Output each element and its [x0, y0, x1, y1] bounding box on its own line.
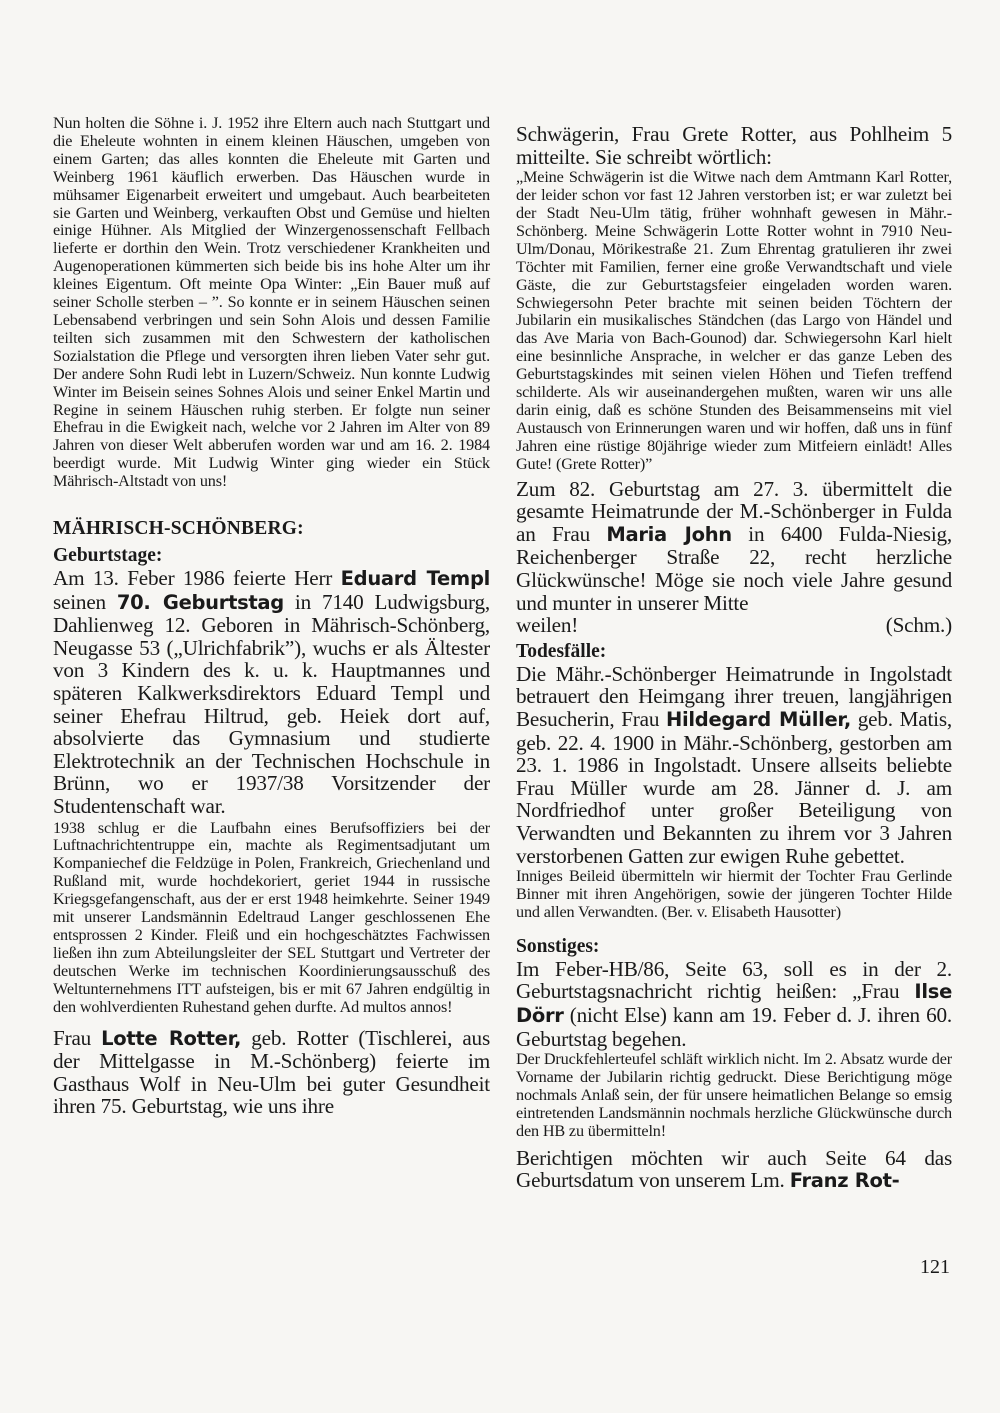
text: geb. Rotter (Tischlerei, aus der Mittelgasse in M.-Schönberg) feierte im Gasthaus Wolf in Neu-Ulm bei guter Gesundheit ihren 75. Geburtstag, wie uns ihre	[53, 1025, 490, 1119]
person-name: Franz Rot-	[789, 1169, 900, 1193]
person-name: Ilse Dörr	[516, 980, 952, 1027]
text: Die Mähr.-Schönberger Heimatrunde in Ingolstadt betrauert den Heimgang ihrer treuen, langjährigen Besucherin, Frau	[516, 661, 952, 731]
text: weilen!	[516, 613, 579, 638]
paragraph-correction-note: Der Druckfehlerteufel schläft wirklich nicht. Im 2. Absatz wurde der Vorname der Jubilarin richtig gedruckt. Diese Berichtigung möge nochmals Anlaß sein, der für unsere heimatlichen Belange so emsig eintretenden Landsmännin nochmals herzliche Glückwünsche durch den HB zu übermitteln!	[516, 1050, 952, 1140]
text: geb. Matis, geb. 22. 4. 1900 in Mähr.-Schönberg, gestorben am 23. 1. 1986 in Ingolstadt. Unsere allseits beliebte Frau Müller wurde am 28. Jänner d. J. am Nordfriedhof unter großer Beteiligung von Verwandten und Bekannten zu ihrem vor 3 Jahren verstorbenen Gatten zur ewigen Ruhe gebettet.	[516, 706, 953, 868]
paragraph-franz-rotter	[516, 1147, 952, 1193]
left-column	[53, 115, 490, 1118]
birthday-label: 70. Geburtstag	[116, 590, 284, 614]
paragraph-maria-john-end	[516, 614, 952, 637]
text: Im Feber-HB/86, Seite 63, soll es in der 2. Geburtstagsnachricht richtig heißen: „Frau	[516, 956, 952, 1004]
paragraph-winter-obituary: Nun holten die Söhne i. J. 1952 ihre Eltern auch nach Stuttgart und die Eheleute wohnten in einem kleinen Häuschen, umgeben von einem Garten; das alles konnten die Eheleute mit Garten und Weinberg 1961 käuflich erwerben. Das Häuschen wurde in mühsamer Eigenarbeit erweitert und umgebaut. Auch bearbeiteten sie Garten und Weinberg, verkauften Obst und Gemüse und hielten einige Hühner. Als Mitglied der Winzergenossenschaft Fellbach lieferte er dorthin den Wein. Trotz verschiedener Krankheiten und Augenoperationen kümmerten sich beide bis ins hohe Alter um ihr kleines Eigentum. Oft meinte Opa Winter: „Ein Bauer muß auf seiner Scholle sterben – ”. So konnte er in seinem Häuschen seinen Lebensabend verbringen und sein Sohn Alois und dessen Familie teilten sich zusammen mit den Schwestern der katholischen Sozialstation die Pflege und versorgten ihren lieben Vater sehr gut. Der andere Sohn Rudi lebt in Luzern/Schweiz. Nun konnte Ludwig Winter im Beisein seines Sohnes Alois und seiner Enkel Martin und Regine in seinem Häuschen ruhig sterben. Er folgte nun seiner Ehefrau in die Ewigkeit nach, welche vor 2 Jahren im Alter von 89 Jahren von dieser Welt abberufen worden war und am 16. 2. 1984 beerdigt wurde. Mit Ludwig Winter ging wieder ein Stück Mährisch-Altstadt von uns!	[53, 114, 490, 491]
paragraph-ilse-doerr	[516, 958, 952, 1050]
text: Zum 82. Geburtstag am 27. 3. übermittelt die gesamte Heimatrunde der M.-Schönberger in Fulda an Frau	[516, 476, 952, 546]
text: Frau	[53, 1025, 102, 1050]
person-name: Maria John	[606, 522, 732, 546]
paragraph-grete-rotter-intro: Schwägerin, Frau Grete Rotter, aus Pohlheim 5 mitteilte. Sie schreibt wörtlich:	[516, 122, 952, 169]
person-name: Lotte Rotter,	[101, 1026, 242, 1050]
paragraph-templ-career: 1938 schlug er die Laufbahn eines Berufsoffiziers bei der Luftnachrichtentruppe ein, machte als Regimentsadjutant um Kompaniechef die Feldzüge in Polen, Frankreich, Griechenland und Rußland mit, wurde hochdekoriert, geriet 1944 in russische Kriegsgefangenschaft, aus der er erst 1948 heimkehrte. Seiner 1949 mit unserer Landsmännin Edeltraud Langer geschlossenen Ehe entsprossen 2 Kinder. Fleiß und ein hochgeschätztes Fachwissen ließen ihn zum Abteilungsleiter der SEL Stuttgart und Vertreter der deutschen Werke im technischen Koordinierungsausschuß des Weltunternehmens ITT aufsteigen, bis er mit 67 Jahren endgültig in den wohlverdienten Ruhestand gehen durfte. Ad multos annos!	[53, 818, 490, 1016]
subheading-todesfaelle: Todesfälle:	[516, 640, 607, 662]
page-number: 121	[920, 1256, 950, 1278]
person-name: Eduard Templ	[340, 567, 490, 591]
paragraph-condolences: Inniges Beileid übermitteln wir hiermit der Tochter Frau Gerlinde Binner mit ihren Angehörigen, sowie der jüngeren Tochter Hilde und allen Verwandten. (Ber. v. Elisabeth Hausotter)	[516, 867, 952, 921]
author-signature: (Schm.)	[885, 613, 952, 638]
paragraph-grete-rotter-quote: „Meine Schwägerin ist die Witwe nach dem Amtmann Karl Rotter, der leider schon vor fast 12 Jahren verstorben ist; er war zuletzt bei der Stadt Neu-Ulm tätig, früher wohnhaft gewesen in Mähr.-Schönberg. Meine Schwägerin Lotte Rotter wohnt in 7910 Neu-Ulm/Donau, Mörikestraße 21. Zum Ehrentag gratulieren ihr zwei Töchter mit Familien, ferner eine große Verwandtschaft und viele Gäste, die zur Geburtstagsfeier eingeladen worden waren. Schwiegersohn Peter brachte mit seinen beiden Töchtern der Jubilarin ein musikalisches Ständchen (das Largo von Händel und das Ave Maria von Bach-Gounod) dar. Schwiegersohn Karl hielt eine besinnliche Ansprache, in welcher er das ganze Leben des Geburtstagskindes mit seinen vielen Höhen und Tiefen treffend schilderte. Als wir auseinandergehen mußten, waren wir uns alle darin einig, daß es schöne Stunden des Beisammenseins mit viel Austausch von Erinnerungen waren und wir hoffen, daß uns in fünf Jahren eine rüstige 80jährige wieder zum Mitfeiern einlädt! Alles Gute! (Grete Rotter)”	[516, 168, 952, 473]
paragraph-hildegard-mueller	[516, 663, 952, 867]
paragraph-templ-birthday	[53, 567, 490, 818]
subheading-geburtstage: Geburtstage:	[53, 545, 163, 567]
text: in 6400 Fulda-Niesig, Reichenberger Straße 22, recht herzliche Glückwünsche! Möge sie noch viele Jahre gesund und munter in unserer Mitte	[516, 521, 953, 615]
paragraph-lotte-rotter	[53, 1027, 490, 1118]
subheading-sonstiges: Sonstiges:	[516, 935, 600, 957]
text: seinen	[53, 589, 117, 614]
person-name: Hildegard Müller,	[666, 707, 851, 731]
text: Berichtigen möchten wir auch Seite 64 das Geburtsdatum von unserem Lm.	[516, 1145, 952, 1193]
paragraph-maria-john	[516, 478, 952, 615]
text: (nicht Else) kann am 19. Feber d. J. ihren 60. Geburtstag begehen.	[516, 1003, 952, 1051]
text: in 7140 Ludwigsburg, Dahlienweg 12. Geboren in Mährisch-Schönberg, Neugasse 53 („Ulrichfabrik”), wuchs er als Ältester von 3 Kindern des k. u. k. Hauptmannes und späteren Kalkwerksdirektors Eduard Templ und seiner Ehefrau Hiltrud, geb. Heiek dort auf, absolvierte das Gymnasium und studierte Elektrotechnik an der Technischen Hochschule in Brünn, wo er 1937/38 Vorsitzender der Studentenschaft war.	[53, 589, 490, 818]
text: Am 13. Feber 1986 feierte Herr	[53, 566, 341, 591]
right-column	[516, 115, 952, 1193]
section-heading-maehrisch-schoenberg: MÄHRISCH-SCHÖNBERG:	[53, 518, 304, 540]
